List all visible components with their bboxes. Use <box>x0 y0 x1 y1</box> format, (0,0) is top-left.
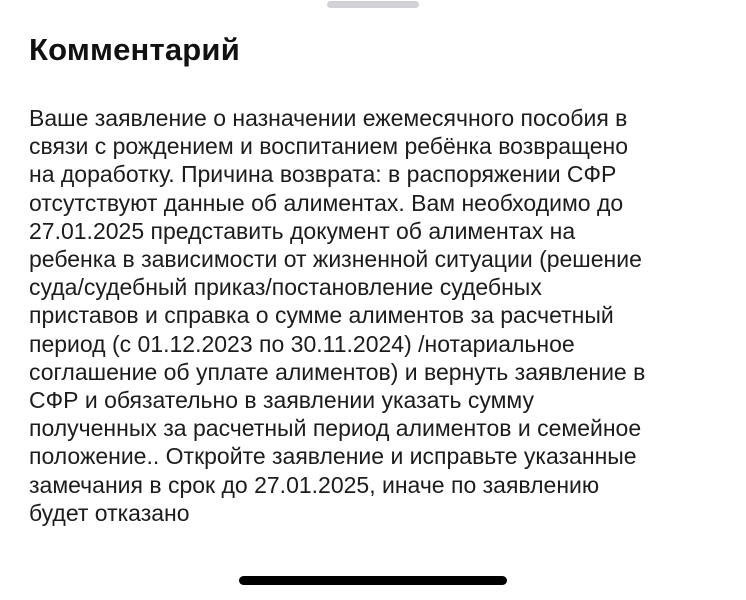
sheet-grabber-handle[interactable] <box>327 1 419 8</box>
comment-line: связи с рождением и воспитанием ребёнка возвращено <box>29 133 628 160</box>
comment-line: на доработку. Причина возврата: в распоряжении СФР <box>29 161 617 188</box>
comment-line: СФР и обязательно в заявлении указать сумму <box>29 387 534 414</box>
comment-line: период (с 01.12.2023 по 30.11.2024) /нотариальное <box>29 330 575 357</box>
sheet-title: Комментарий <box>29 32 240 67</box>
comment-line: замечания в срок до 27.01.2025, иначе по заявлению <box>29 471 600 498</box>
comment-line: будет отказано <box>29 499 190 526</box>
comment-line: 27.01.2025 представить документ об алиментах на <box>29 217 576 244</box>
comment-text <box>29 104 729 527</box>
comment-line: полученных за расчетный период алиментов и семейное <box>29 415 642 442</box>
comment-line: отсутствуют данные об алиментах. Вам необходимо до <box>29 189 624 216</box>
comment-line: приставов и справка о сумме алиментов за расчетный <box>29 302 614 329</box>
comment-line: положение.. Откройте заявление и исправьте указанные <box>29 443 637 470</box>
comment-line: Ваше заявление о назначении ежемесячного пособия в <box>29 105 628 131</box>
home-indicator[interactable] <box>239 576 507 585</box>
comment-line: соглашение об уплате алиментов) и вернуть заявление в <box>29 358 646 385</box>
comment-line: суда/судебный приказ/постановление судебных <box>29 274 542 301</box>
comment-line: ребенка в зависимости от жизненной ситуации (решение <box>29 246 642 273</box>
